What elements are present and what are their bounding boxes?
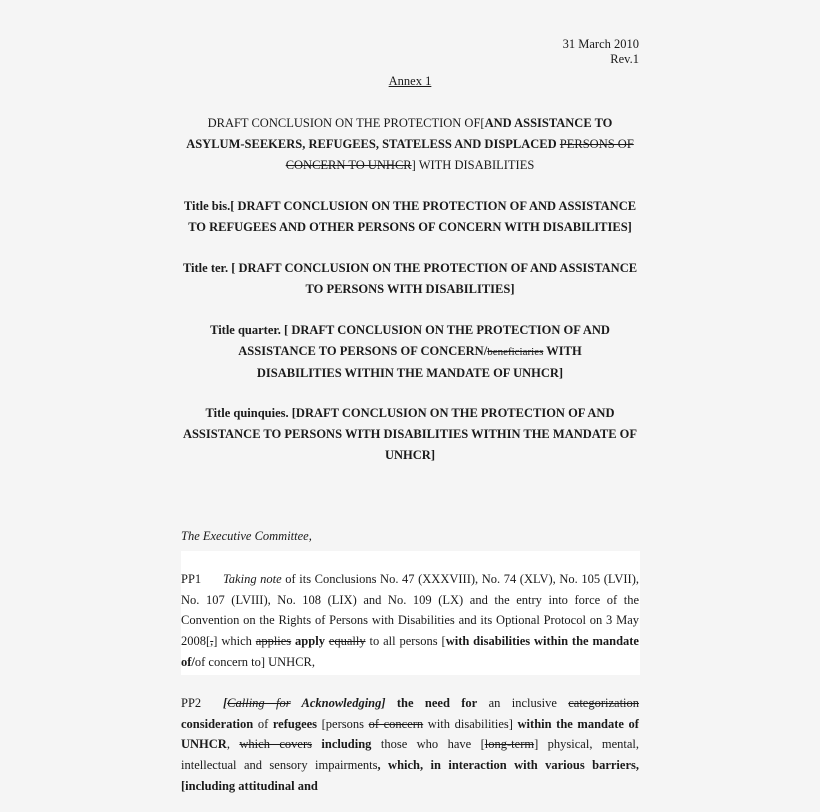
title-ter (181, 258, 639, 300)
pp2-deleted: categorization (568, 696, 640, 710)
pp2-text: , (226, 737, 240, 752)
pp2-inserted: consideration (181, 716, 254, 731)
pp1-text: of concern to] UNHCR, (194, 654, 316, 669)
main-title-text: DRAFT CONCLUSION ON THE PROTECTION OF[ (207, 116, 485, 130)
pp2-text: with disabilities] (423, 716, 518, 731)
title-bis-text: [ DRAFT CONCLUSION ON THE PROTECTION OF AND ASSISTANCE TO REFUGEES AND OTHER PERSONS OF CONCERN WITH DISABILITIES] (188, 199, 637, 234)
annex-heading: Annex 1 (388, 74, 432, 88)
pp2-deleted: Calling for (227, 696, 291, 710)
pp1-inserted: with disabilities within the mandate of/ (181, 634, 639, 669)
title-quarter-label: Title quarter. (210, 323, 281, 337)
pp2-bracket: [ (223, 696, 228, 710)
pp2-text: [persons (317, 716, 369, 731)
pp2-inserted: the need for (385, 696, 478, 710)
pp1-deleted: applies (255, 634, 292, 649)
main-title-text-end: ] WITH DISABILITIES (411, 158, 535, 172)
pp2-deleted: of concern (368, 716, 424, 731)
document-revision: Rev.1 (610, 52, 639, 66)
pp2-text: ] physical, mental, intellectual and sensory impairments (181, 737, 640, 773)
title-quarter (181, 320, 639, 384)
pp1-lead: Taking note (223, 572, 282, 586)
title-quarter-text: [ DRAFT CONCLUSION ON THE PROTECTION OF AND ASSISTANCE TO PERSONS OF CONCERN/ (238, 323, 610, 358)
main-title-inserted: AND ASSISTANCE TO ASYLUM-SEEKERS, REFUGEES, STATELESS AND DISPLACED (186, 116, 613, 151)
title-quinquies (181, 403, 639, 466)
title-quinquies-label: Title quinquies. (205, 406, 289, 420)
paragraph-number: PP1 (181, 572, 202, 586)
document-header (563, 37, 639, 67)
pp2-inserted: refugees (272, 716, 318, 731)
title-quarter-deleted: beneficiaries (487, 346, 544, 358)
pp1-text: of its Conclusions No. 47 (XXXVIII), No. 74 (XLV), No. 105 (LVII), No. 107 (LVIII), No. 108 (LIX) and No. 109 (LX) and the entry into force of the Convention on the Rights of Persons with Disabilities and its Optional Protocol on 3 May 2008[ (181, 572, 639, 649)
title-bis (181, 196, 639, 238)
title-bis-label: Title bis. (183, 199, 231, 213)
pp2-inserted: including (311, 737, 372, 752)
pp2-text: those who have [ (371, 737, 485, 752)
title-quarter-text-end: WITH DISABILITIES WITHIN THE MANDATE OF UNHCR] (256, 344, 582, 380)
pp2-text: of (253, 716, 273, 731)
pp2-deleted: long-term (484, 737, 535, 752)
pp2-inserted: , which, in interaction with various barriers, [including attitudinal and (181, 758, 639, 793)
pp1-inserted: apply (291, 634, 329, 649)
pp1-text: ] which (213, 634, 256, 649)
executive-committee-intro: The Executive Committee, (181, 529, 312, 543)
pp2-text: an inclusive (477, 696, 569, 710)
title-quinquies-text: [DRAFT CONCLUSION ON THE PROTECTION OF AND ASSISTANCE TO PERSONS WITH DISABILITIES WITHIN THE MANDATE OF UNHCR] (182, 406, 638, 462)
title-ter-label: Title ter. (182, 261, 229, 275)
pp1-deleted: , (210, 634, 214, 649)
pp2-inserted: within the mandate of UNHCR (181, 716, 639, 752)
document-date: 31 March 2010 (562, 37, 639, 51)
paragraph-pp1 (181, 569, 639, 673)
pp2-deleted: which covers (239, 737, 312, 752)
pp1-text: to all persons [ (365, 634, 446, 649)
main-title-deleted: PERSONS OF CONCERN TO UNHCR (285, 137, 634, 172)
main-title (181, 113, 639, 176)
pp1-deleted: equally (328, 634, 366, 649)
paragraph-pp2 (181, 693, 639, 797)
title-ter-text: [ DRAFT CONCLUSION ON THE PROTECTION OF AND ASSISTANCE TO PERSONS WITH DISABILITIES] (228, 261, 638, 296)
pp2-inserted: Acknowledging] (290, 696, 386, 710)
paragraph-number: PP2 (181, 696, 202, 710)
